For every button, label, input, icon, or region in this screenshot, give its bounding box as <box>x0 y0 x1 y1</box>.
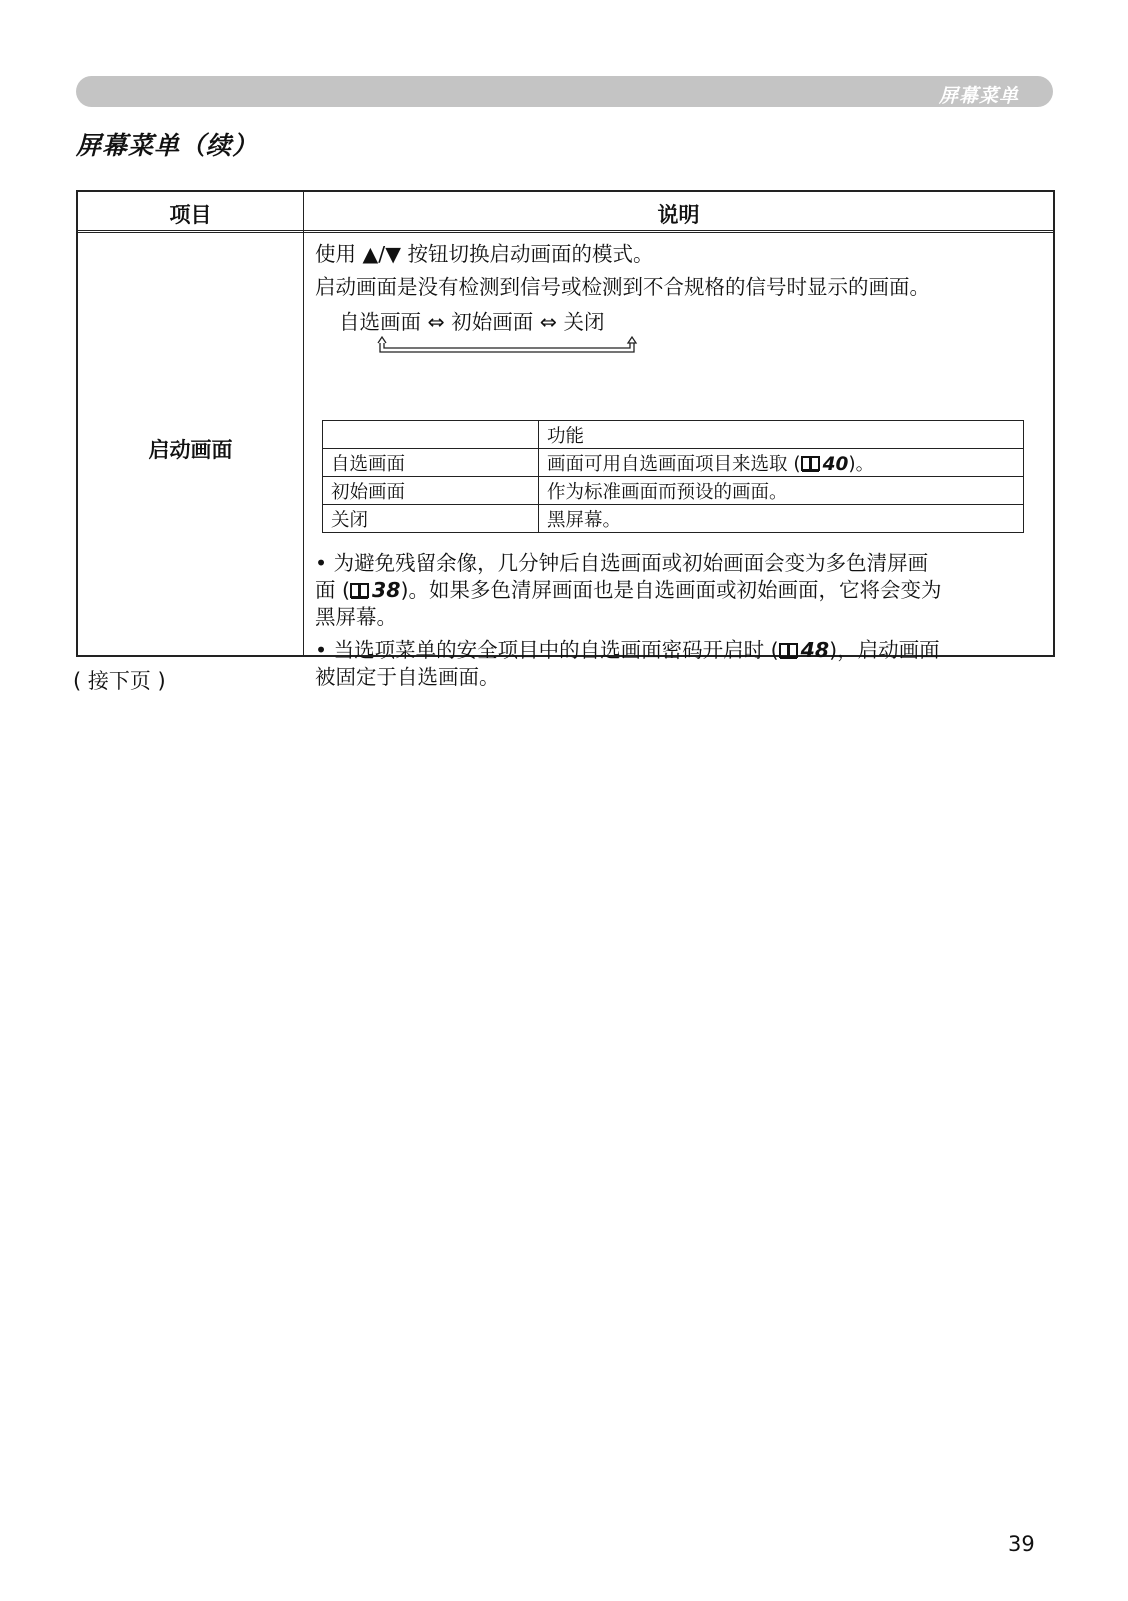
double-arrow-icon: ⇔ <box>427 310 445 334</box>
page-reference[interactable]: 40 <box>822 453 849 475</box>
note-bullet-1: • 为避免残留余像，几分钟后自选画面或初始画面会变为多色清屏画 面 ( 38)。如果多色清屏画面也是自选画面或初始画面，它将会变为 黑屏幕。 <box>315 551 942 629</box>
function-header: 功能 <box>539 421 1024 449</box>
double-arrow-icon: ⇔ <box>539 310 557 334</box>
description-line-2: 启动画面是没有检测到信号或检测到不合规格的信号时显示的画面。 <box>315 275 930 299</box>
mode-function: 画面可用自选画面项目来选取 ( 40)。 <box>539 449 1024 477</box>
page-number: 39 <box>1008 1532 1035 1556</box>
column-header-description: 说明 <box>657 203 700 227</box>
header-bar <box>76 76 1053 107</box>
mode-cycle <box>339 305 605 335</box>
mode-name: 自选画面 <box>323 449 539 477</box>
mode-function: 作为标准画面而预设的画面。 <box>539 477 1024 505</box>
table-row <box>323 421 1024 449</box>
book-icon <box>350 582 370 600</box>
table-row <box>323 505 1024 533</box>
book-icon <box>779 642 799 660</box>
mode-function: 黑屏幕。 <box>539 505 1024 533</box>
mode-function-table <box>322 420 1024 533</box>
mode-name: 初始画面 <box>323 477 539 505</box>
page-reference[interactable]: 48 <box>800 638 830 662</box>
table-row <box>323 477 1024 505</box>
mode-option-default: 初始画面 <box>451 310 534 334</box>
note-bullet-2: • 当选项菜单的安全项目中的自选画面密码开启时 ( 48)，启动画面 被固定于自选画面。 <box>315 638 940 689</box>
column-header-item: 项目 <box>169 203 212 227</box>
mode-option-custom: 自选画面 <box>339 310 421 334</box>
continued-note: ( 接下页 ) <box>73 669 166 693</box>
page-title: 屏幕菜单（续） <box>76 131 259 160</box>
book-icon <box>801 455 821 473</box>
page-reference[interactable]: 38 <box>372 578 401 602</box>
description-line-1: 使用 ▲/▼ 按钮切换启动画面的模式。 <box>315 242 654 266</box>
table-row <box>323 449 1024 477</box>
mode-option-off: 关闭 <box>563 310 605 334</box>
column-divider <box>303 192 304 655</box>
header-section-label: 屏幕菜单 <box>938 85 1019 107</box>
cycle-return-arrow-icon <box>373 335 643 357</box>
mode-name: 关闭 <box>323 505 539 533</box>
table-header-row <box>78 192 1053 233</box>
item-name: 启动画面 <box>148 438 233 462</box>
